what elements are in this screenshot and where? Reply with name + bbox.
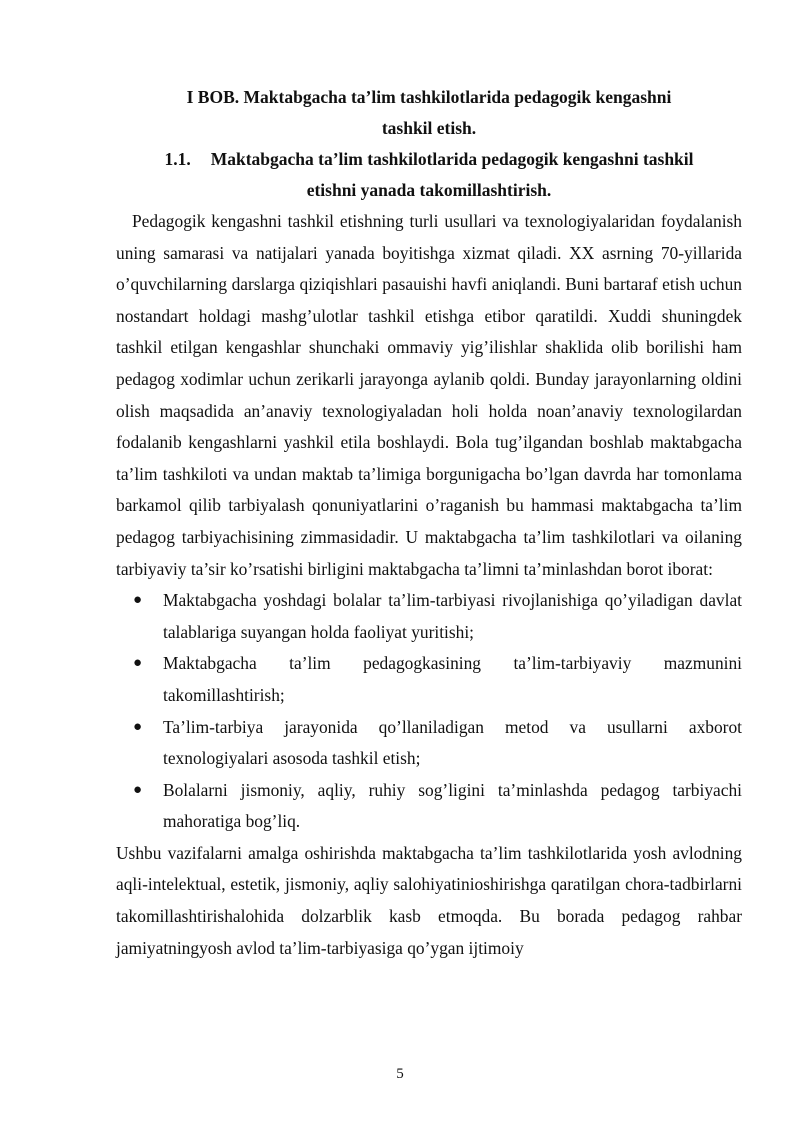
- list-item: [116, 712, 742, 775]
- list-item: [116, 585, 742, 648]
- document-page: [116, 82, 742, 964]
- list-item-text: Maktabgacha yoshdagi bolalar ta’lim-tarbiyasi rivojlanishiga qo’yiladigan davlat talablariga suyangan holda faoliyat yuritishi;: [163, 590, 742, 642]
- paragraph-2: Ushbu vazifalarni amalga oshirishda maktabgacha ta’lim tashkilotlarida yosh avlodning aqli-intelektual, estetik, jismoniy, aqliy salohiyatinioshirishga qaratilgan chora-tadbirlarni takomillashtirishalohida dolzarblik kasb etmoqda. Bu borada pedagog rahbar jamiyatningyosh avlod ta’lim-tarbiyasiga qo’ygan ijtimoiy: [116, 842, 742, 958]
- section-number: 1.1.: [164, 149, 191, 169]
- chapter-title-line1: I BOB. Maktabgacha ta’lim tashkilotlarida pedagogik kengashni: [186, 87, 672, 107]
- bullet-list: [116, 585, 742, 838]
- bullet-icon: ●: [133, 781, 143, 798]
- page-number: 5: [396, 1066, 404, 1082]
- section-title-line1: [116, 144, 742, 175]
- bullet-icon: ●: [133, 718, 143, 735]
- section-title-line2: etishni yanada takomillashtirish.: [306, 180, 552, 200]
- chapter-title-line2: tashkil etish.: [381, 118, 477, 138]
- bullet-icon: ●: [133, 655, 143, 672]
- paragraph-1: Pedagogik kengashni tashkil etishning turli usullari va texnologiyalaridan foydalanish uning samarasi va natijalari yanada boyitishga xizmat qiladi. XX asrning 70-yillarida o’quvchilarning darslarga qiziqishlari pasauishi havfi aniqlandi. Buni bartaraf etish uchun nostandart holdagi mashg’ulotlar tashkil etishga etibor qaratildi. Xuddi shuningdek tashkil etilgan kengashlar shunchaki ommaviy yig’ilishlar shaklida olib borilishi ham pedagog xodimlar uchun zerikarli jarayonga aylanib qoldi. Bunday jarayonlarning oldini olish maqsadida an’anaviy texnologiyaladan holi holda noan’anaviy texnologilardan fodalanib kengashlarni yashkil etila boshlaydi. Bola tug’ilgandan boshlab maktabgacha ta’lim tashkiloti va undan maktab ta’limiga borgunigacha bo’lgan davrda har tomonlama barkamol qilib tarbiyalash qonuniyatlarini o’raganish bu hammasi maktabgacha ta’lim pedagog tarbiyachisining zimmasidadir. U maktabgacha ta’lim tashkilotlari va oilaning tarbiyaviy ta’sir ko’rsatishi birligini maktabgacha ta’limni ta’minlashdan borot iborat:: [116, 211, 742, 579]
- bullet-icon: ●: [133, 592, 143, 609]
- list-item: [116, 648, 742, 711]
- list-item-text: Ta’lim-tarbiya jarayonida qo’llaniladigan metod va usullarni axborot texnologiyalari asosoda tashkil etish;: [163, 716, 742, 769]
- list-item: [116, 775, 742, 838]
- list-item-text: Bolalarni jismoniy, aqliy, ruhiy sog’ligini ta’minlashda pedagog tarbiyachi mahoratiga bog’liq.: [163, 779, 742, 832]
- section-title-text: Maktabgacha ta’lim tashkilotlarida pedagogik kengashni tashkil: [210, 149, 694, 169]
- list-item-text: Maktabgacha ta’lim pedagogkasining ta’lim-tarbiyaviy mazmunini takomillashtirish;: [163, 653, 742, 705]
